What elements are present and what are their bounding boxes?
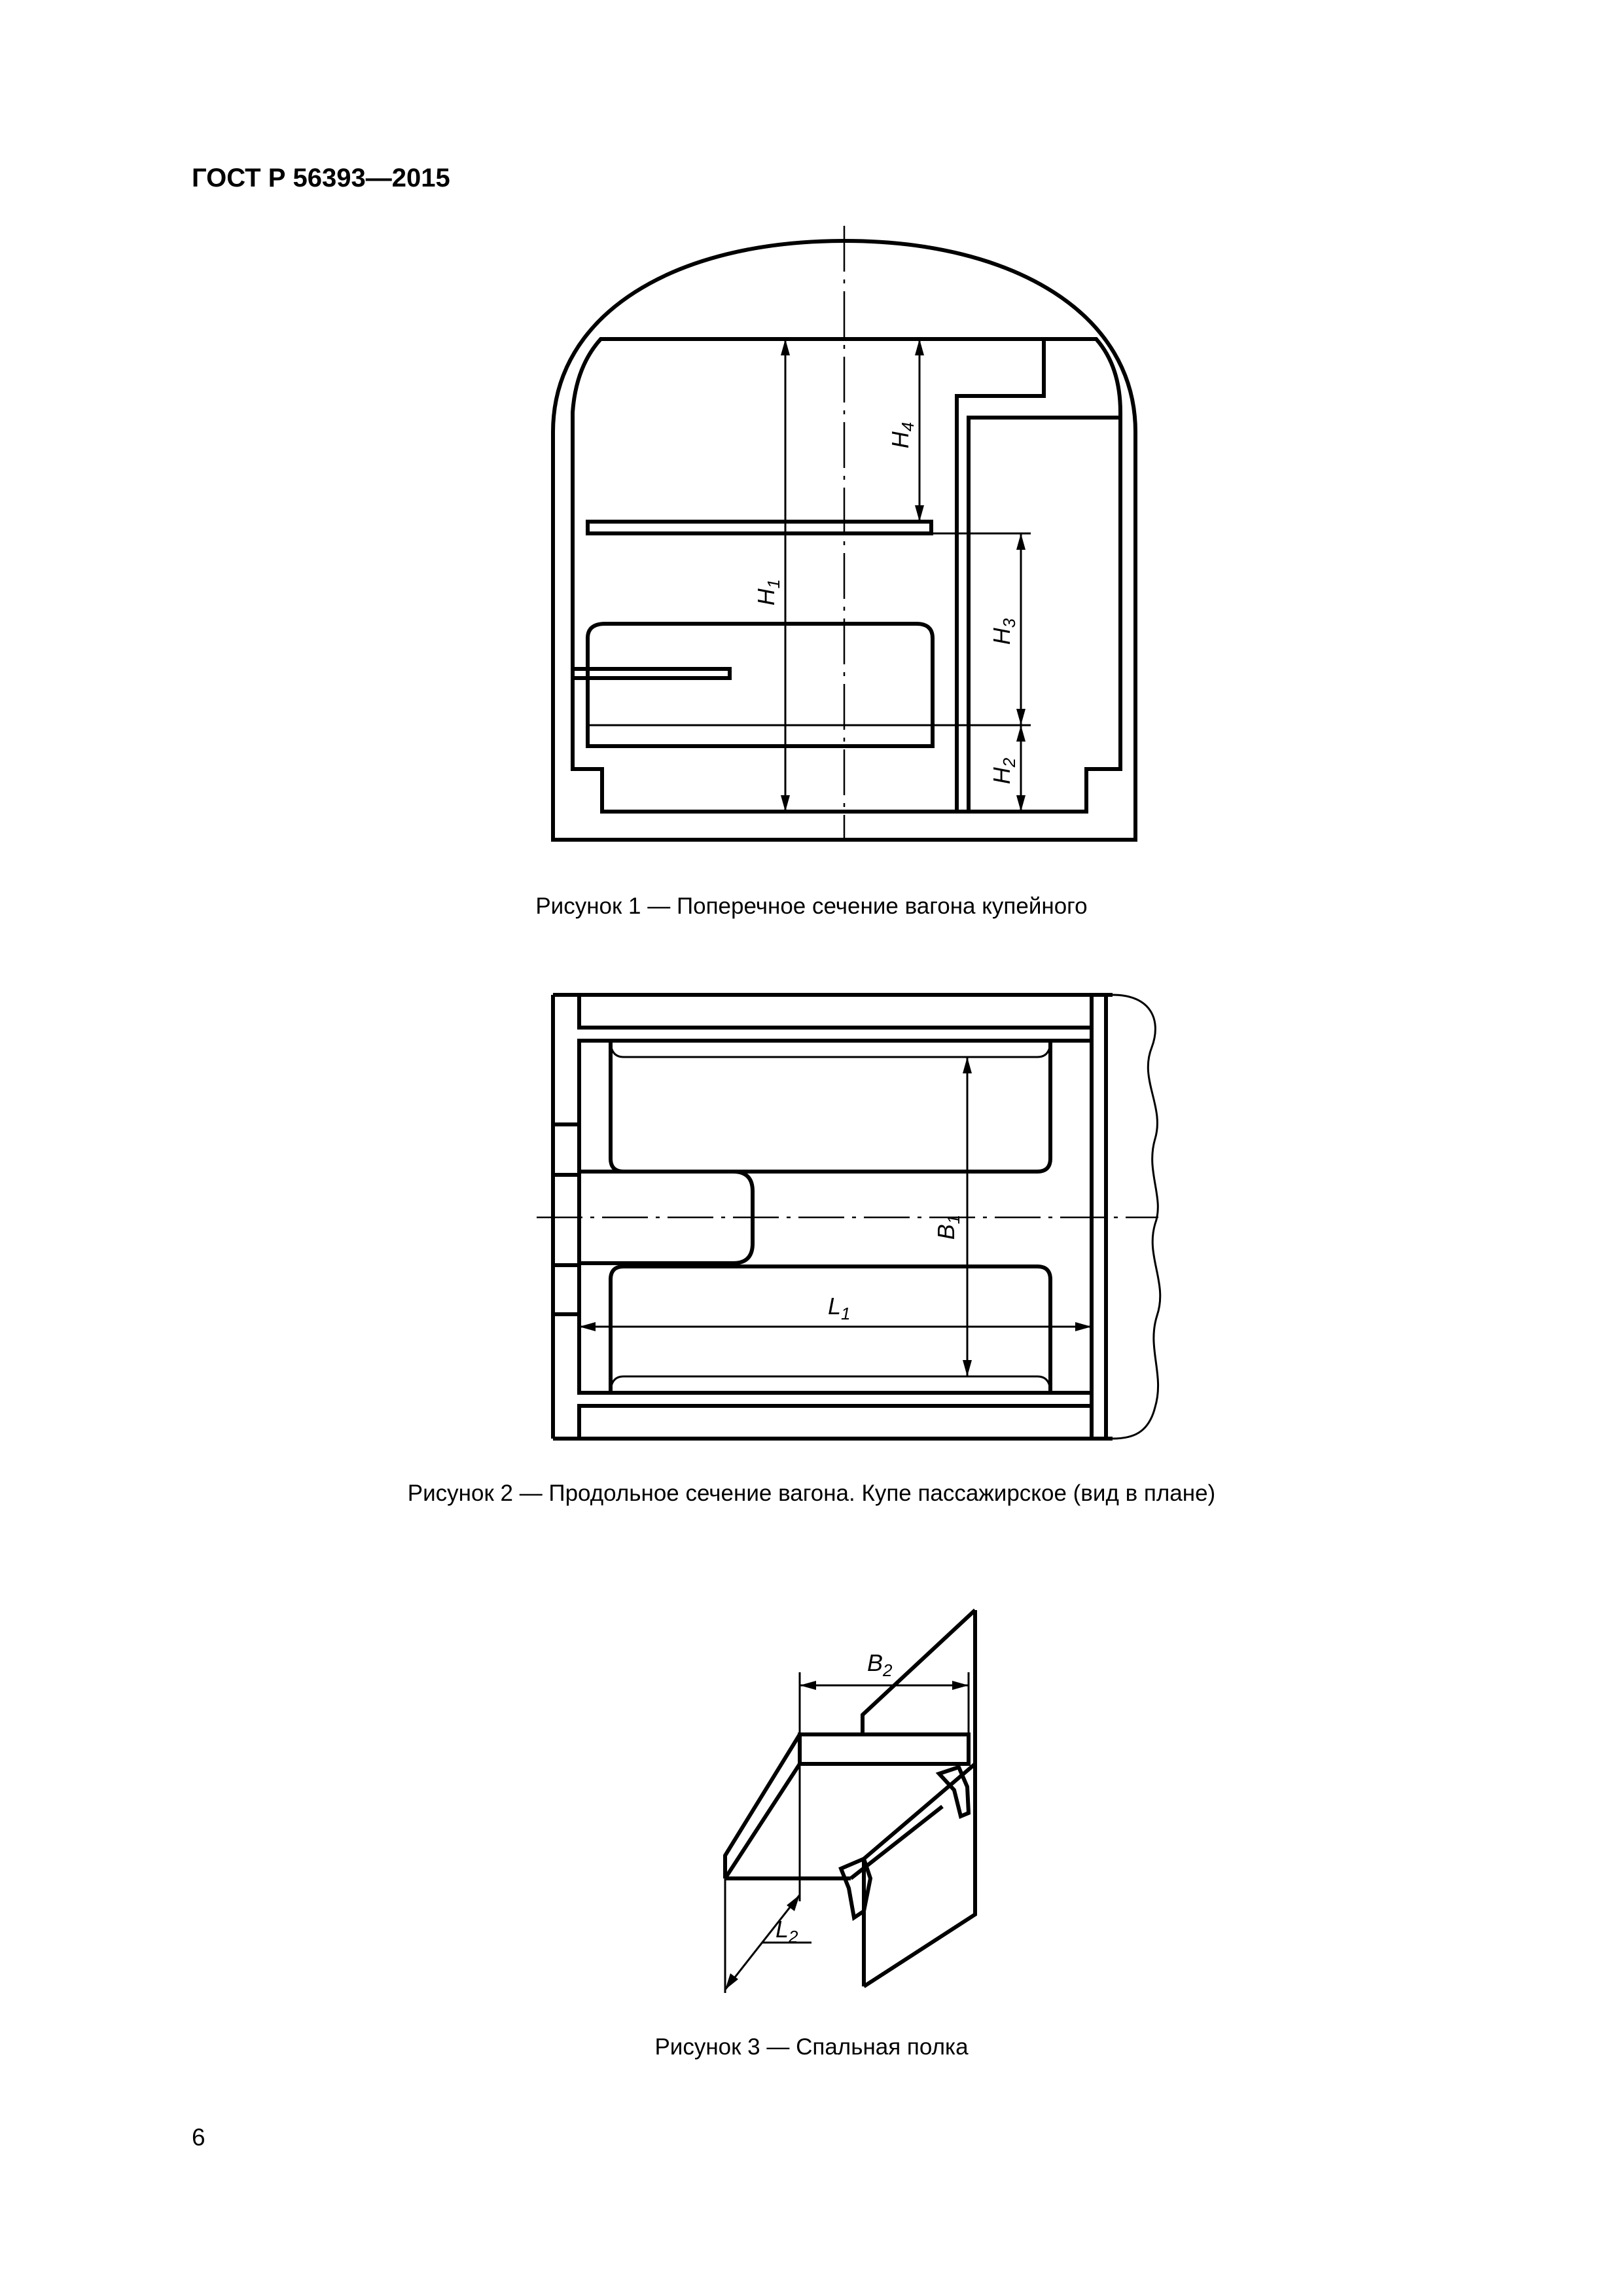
label-b2: $B_2$: [867, 1649, 893, 1680]
figure-1-caption: Рисунок 1 — Поперечное сечение вагона купейного: [535, 893, 1088, 919]
figure-2-caption: Рисунок 2 — Продольное сечение вагона. Купе пассажирское (вид в плане): [407, 1480, 1216, 1506]
figure-3-caption: Рисунок 3 — Спальная полка: [654, 2034, 969, 2060]
berth-back-edge: [851, 1806, 942, 1878]
bracket-front: [841, 1859, 870, 1918]
document-header: ГОСТ Р 56393—2015: [192, 164, 450, 192]
page-number: 6: [192, 2124, 205, 2151]
label-h1: $H_1$: [753, 579, 783, 606]
label-h3: $H_3$: [988, 618, 1019, 645]
label-h2: $H_2$: [988, 757, 1019, 785]
berth-top-surface: [800, 1734, 969, 1764]
label-l1: $L_1$: [828, 1293, 851, 1323]
label-h4: $H_4$: [887, 422, 918, 449]
berth-left-edge: [725, 1734, 800, 1878]
label-b1: $B_1$: [933, 1214, 963, 1240]
label-l2: $L_2$: [776, 1916, 798, 1946]
